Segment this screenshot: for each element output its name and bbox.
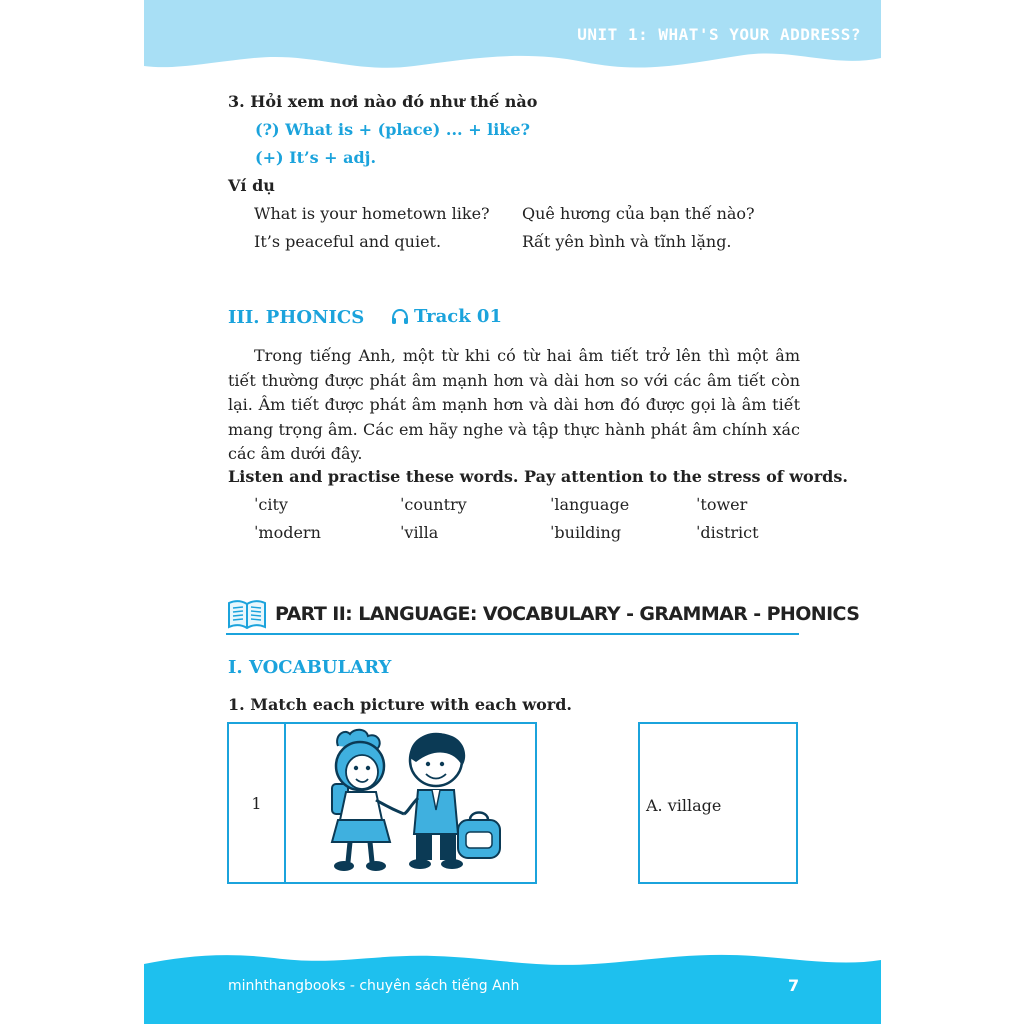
word-language: ˈlanguage [550, 495, 630, 514]
track-link[interactable] [391, 306, 502, 327]
example-vi-2: Rất yên bình và tĩnh lặng. [522, 232, 732, 251]
headphones-icon [391, 308, 409, 326]
girl-figure [332, 730, 404, 871]
row-number: 1 [229, 724, 286, 882]
part-title: PART II: LANGUAGE: VOCABULARY - GRAMMAR - PHONICS [275, 603, 860, 625]
question-pattern: (?) What is + (place) ... + like? [255, 120, 530, 139]
word-district: ˈdistrict [696, 523, 759, 542]
phonics-title: III. PHONICS [228, 307, 365, 328]
page-number: 7 [788, 976, 800, 995]
word-tower: ˈtower [696, 495, 748, 514]
word-villa: ˈvilla [400, 523, 439, 542]
word-country: ˈcountry [400, 495, 467, 514]
boy-figure [404, 733, 500, 869]
footer-brand: minhthangbooks - chuyên sách tiếng Anh [228, 978, 520, 994]
part-heading-bar [226, 597, 860, 635]
picture-cell [286, 724, 535, 882]
word-building: ˈbuilding [550, 523, 622, 542]
answer-pattern: (+) It’s + adj. [255, 148, 377, 167]
track-label: Track 01 [414, 306, 502, 327]
word-city: ˈcity [254, 495, 288, 514]
phonics-instruction: Listen and practise these words. Pay attention to the stress of words. [228, 467, 848, 486]
vocabulary-title: I. VOCABULARY [228, 657, 392, 678]
example-label: Ví dụ [228, 176, 275, 195]
grammar-heading: 3. Hỏi xem nơi nào đó như thế nào [228, 92, 538, 111]
exercise-instruction: 1. Match each picture with each word. [228, 695, 572, 714]
children-illustration [286, 724, 535, 882]
example-vi-1: Quê hương của bạn thế nào? [522, 204, 755, 223]
example-en-1: What is your hometown like? [254, 204, 490, 223]
example-en-2: It’s peaceful and quiet. [254, 232, 442, 251]
unit-title: UNIT 1: WHAT'S YOUR ADDRESS? [577, 25, 861, 44]
answer-text: A. village [646, 796, 722, 815]
book-page [144, 0, 881, 1024]
word-modern: ˈmodern [254, 523, 321, 542]
phonics-paragraph: Trong tiếng Anh, một từ khi có từ hai âm tiết trở lên thì một âm tiết thường được phát âm mạnh hơn và dài hơn so với các âm tiết còn lại. Âm tiết được phát âm mạnh hơn và dài hơn đó được gọi là âm tiết mang trọng âm. Các em hãy nghe và tập thực hành phát âm chính xác các âm dưới đây. [228, 346, 800, 463]
match-table [227, 722, 537, 884]
answer-box [638, 722, 798, 884]
book-icon [226, 597, 268, 631]
